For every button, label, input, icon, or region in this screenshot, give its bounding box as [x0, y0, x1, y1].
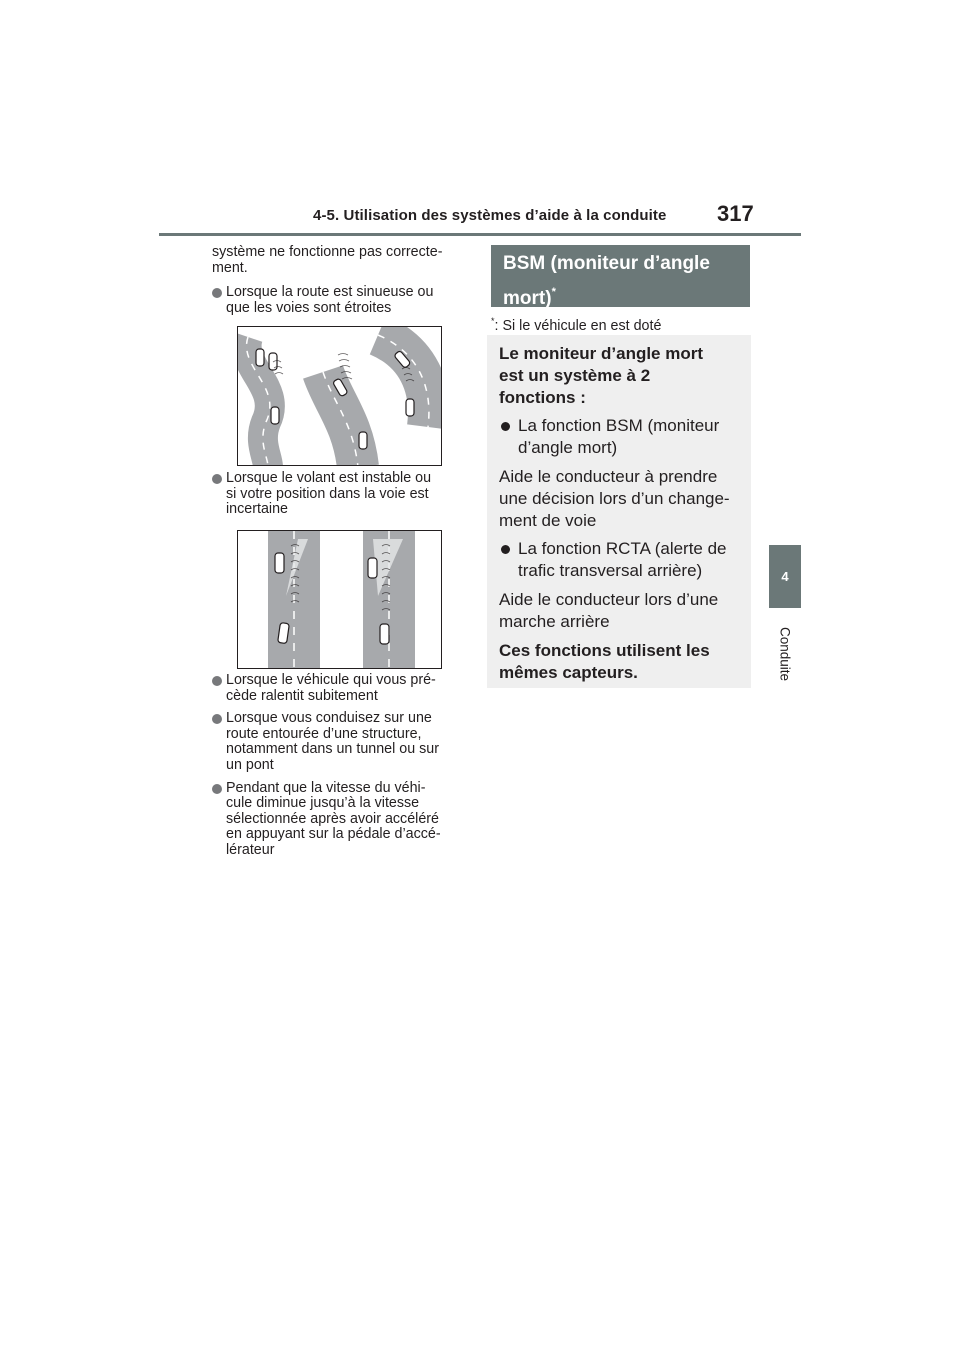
section-title: 4-5. Utilisation des systèmes d’aide à la conduite — [313, 207, 667, 224]
chapter-tab-label: Conduite — [777, 626, 793, 682]
bullet-dot-icon — [212, 784, 222, 794]
bullet-dot-icon — [212, 288, 222, 298]
intro-text: système ne fonctionne pas correcte- ment. — [212, 244, 443, 276]
bullet-dot-icon — [212, 714, 222, 724]
page-number: 317 — [717, 201, 754, 226]
figure-winding-roads — [237, 326, 442, 466]
info-box — [487, 335, 751, 688]
bullet-text: Lorsque le véhicule qui vous pré- cède ralentit subitement — [226, 672, 436, 704]
footnote — [491, 316, 661, 334]
bsm-title-mark: * — [551, 286, 556, 298]
info-closing: Ces fonctions utilisent les mêmes capteurs. — [499, 641, 710, 682]
info-item-text: La fonction RCTA (alerte de trafic transversal arrière) — [518, 539, 727, 580]
bsm-title-line1: BSM (moniteur d’angle — [503, 253, 710, 274]
info-item-description: Aide le conducteur lors d’une marche arrière — [499, 590, 719, 631]
winding-roads-illustration — [238, 327, 441, 465]
bsm-title-line2: mort) — [503, 288, 552, 309]
bullet-dot-icon — [501, 545, 510, 554]
info-bullet-item — [499, 538, 739, 582]
bsm-section-heading — [491, 245, 750, 307]
bullet-dot-icon — [501, 422, 510, 431]
chapter-tab-number[interactable]: 4 — [769, 545, 801, 608]
bullet-item — [212, 711, 470, 773]
bullet-item — [212, 673, 470, 704]
bsm-title-line2-wrap — [503, 278, 738, 313]
info-item-text: La fonction BSM (moniteur d’angle mort) — [518, 416, 720, 457]
bullet-dot-icon — [212, 474, 222, 484]
footnote-text: : Si le véhicule en est doté — [494, 318, 662, 334]
info-bullet-item — [499, 415, 739, 459]
bullet-item — [212, 781, 470, 859]
bullet-item — [212, 471, 484, 518]
bullet-text: Lorsque vous conduisez sur une route entourée d’une structure, notamment dans un tunnel ou sur un pont — [226, 710, 440, 773]
left-column — [212, 245, 470, 316]
straight-lanes-illustration — [238, 531, 441, 668]
footnote-mark: * — [491, 316, 495, 326]
bullet-text: Lorsque la route est sinueuse ou que les voies sont étroites — [226, 284, 434, 316]
info-lead: Le moniteur d’angle mort est un système à 2 fonctions : — [499, 344, 704, 407]
bullet-dot-icon — [212, 676, 222, 686]
bullet-text: Lorsque le volant est instable ou si votre position dans la voie est incertaine — [226, 470, 432, 518]
figure-straight-lanes — [237, 530, 442, 669]
bullet-text: Pendant que la vitesse du véhi- cule diminue jusqu’à la vitesse sélectionnée après avoir accéléré en appuyant sur la pédale d’accé- lérateur — [226, 779, 441, 858]
header-rule — [159, 233, 801, 236]
bullet-list — [212, 673, 470, 859]
bullet-item — [212, 285, 470, 316]
info-item-description: Aide le conducteur à prendre une décision lors d’un change- ment de voie — [499, 467, 730, 530]
